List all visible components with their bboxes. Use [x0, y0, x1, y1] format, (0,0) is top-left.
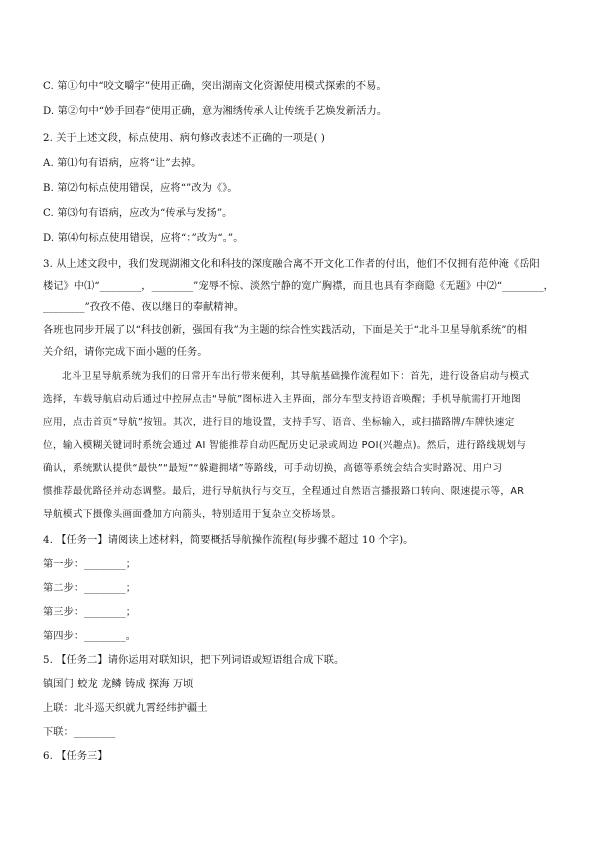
option-c-line: C. 第①句中“咬文嚼字”使用正确，突出湖南文化资源使用模式探索的不易。: [43, 81, 387, 92]
intro-line-2: 关介绍，请你完成下面小题的任务。: [43, 347, 208, 358]
question-3-line-1: 3. 从上述文段中，我们发现湖湘文化和科技的深度融合离不开文化工作者的付出，他们不仅拥有范仲淹《岳阳: [43, 259, 540, 270]
option-d-line: D. 第②句中“妙手回春”使用正确，意为湘绣传承人让传统手艺焕发新活力。: [43, 106, 388, 117]
material-line-5: 确认，系统默认提供“最快”“最短”“躲避拥堵”等路线，可手动切换，高德等系统会结合实时路况、用户习: [43, 463, 503, 474]
q2-option-b: B. 第⑵句标点使用错误，应将“”改为《》。: [43, 183, 238, 194]
q2-option-c: C. 第⑶句有语病，应改为“传承与发扬”。: [43, 208, 233, 219]
question-4-stem: 4. 【任务一】请阅读上述材料，简要概括导航操作流程(每步骤不超过 10 个字)。: [43, 535, 414, 546]
question-5-stem: 5. 【任务二】请你运用对联知识，把下列词语或短语组合成下联。: [43, 655, 345, 666]
intro-line-1: 各班也同步开展了以“科技创新，强国有我”为主题的综合性实践活动，下面是关于“北斗卫星导航系统”的相: [43, 325, 528, 336]
step-1-blank: 第一步：________；: [43, 559, 136, 570]
upper-couplet: 上联：北斗巡天织就九霄经纬护疆土: [43, 703, 208, 714]
material-line-1: 北斗卫星导航系统为我们的日常开车出行带来便利，其导航基础操作流程如下：首先，进行设备启动与模式: [62, 371, 530, 382]
material-line-4: 位，输入模糊关键词时系统会通过 AI 智能推荐自动匹配历史记录或周边 POI(兴趣点)。然后，进行路线规划与: [43, 440, 527, 451]
step-4-blank: 第四步：________。: [43, 631, 136, 642]
word-bank: 镇国门 蛟龙 龙鳞 铸成 探海 万顷: [43, 679, 194, 690]
q2-option-d: D. 第⑷句标点使用错误，应将“：”改为“。”。: [43, 233, 244, 244]
question-2-stem: 2. 关于上述文段，标点使用、病句修改表述不正确的一项是( ): [43, 133, 325, 144]
material-line-6: 惯推荐最优路径并动态调整。最后，进行导航执行与交互，全程通过自然语言播报路口转向、限速提示等，AR: [43, 486, 525, 497]
question-3-line-2: 楼记》中⑴“________，________”宠辱不惊、淡然宁静的宽广胸襟，而且也具有李商隐《无题》中⑵“________，: [43, 281, 554, 292]
question-3-line-3: ________”孜孜不倦、夜以继日的奉献精神。: [43, 302, 245, 313]
material-line-3: 应用，点击首页“导航”按钮。其次，进行目的地设置，支持手写、语音、坐标输入，或扫描路牌/车牌快速定: [43, 417, 515, 428]
question-6-stem: 6. 【任务三】: [43, 751, 108, 762]
material-line-2: 选择，车载导航启动后通过中控屏点击“导航”图标进入主界面，部分车型支持语音唤醒；手机导航需打开地图: [43, 394, 521, 405]
material-line-7: 导航模式下摄像头画面叠加方向箭头，特别适用于复杂立交桥场景。: [43, 509, 342, 520]
q2-option-a: A. 第⑴句有语病，应将“让”去掉。: [43, 158, 202, 169]
step-3-blank: 第三步：________；: [43, 607, 136, 618]
step-2-blank: 第二步：________；: [43, 583, 136, 594]
lower-couplet-blank: 下联：________: [43, 727, 116, 738]
